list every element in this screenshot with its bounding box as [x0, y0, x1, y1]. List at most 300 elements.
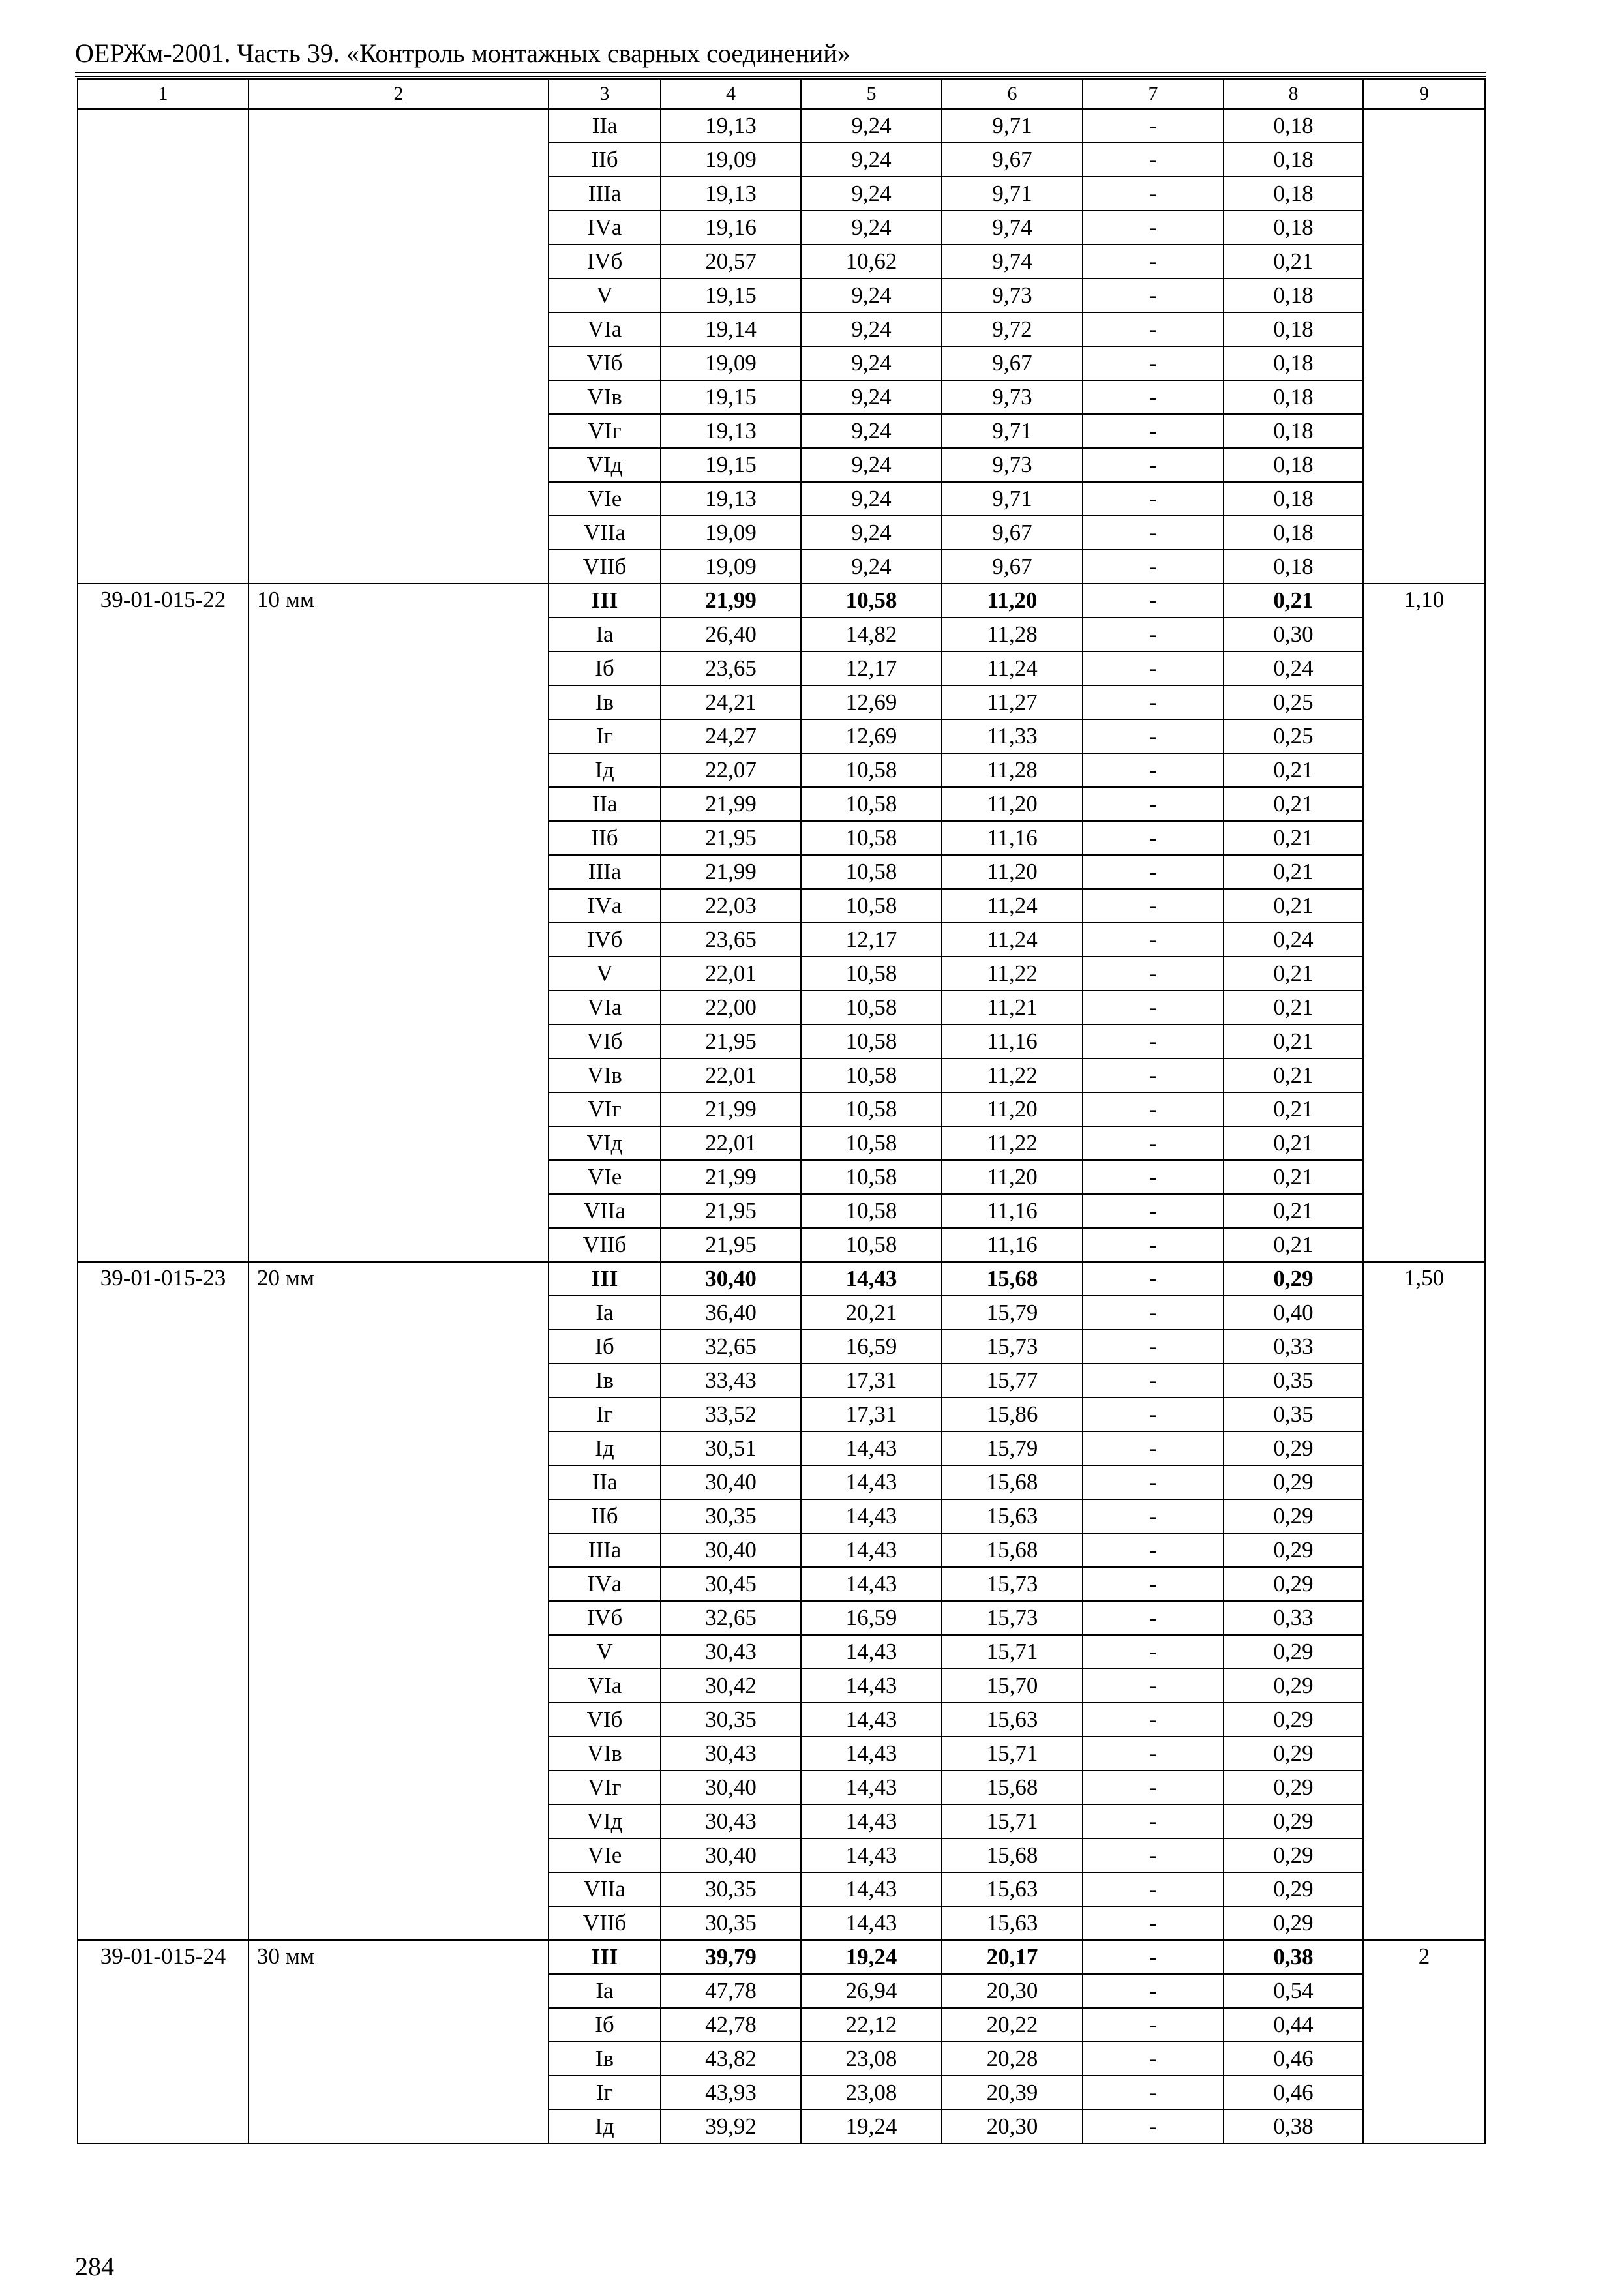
table-cell: 0,21	[1224, 957, 1363, 991]
table-cell: 15,79	[942, 1296, 1083, 1330]
table-cell: 24,21	[661, 685, 801, 719]
table-cell: 22,07	[661, 753, 801, 787]
table-cell: VIд	[549, 1804, 661, 1838]
table-cell: 0,29	[1224, 1431, 1363, 1465]
table-cell: 9,71	[942, 414, 1083, 448]
table-cell: 23,08	[801, 2076, 942, 2110]
table-cell: -	[1083, 584, 1224, 618]
table-cell: 0,29	[1224, 1669, 1363, 1703]
table-cell: 11,16	[942, 1194, 1083, 1228]
table-cell: -	[1083, 380, 1224, 414]
table-cell: 20,39	[942, 2076, 1083, 2110]
table-cell: -	[1083, 1872, 1224, 1906]
table-cell: 22,01	[661, 1126, 801, 1160]
table-cell: 19,15	[661, 278, 801, 312]
table-cell: 14,43	[801, 1635, 942, 1669]
table-cell: 14,82	[801, 618, 942, 651]
table-cell: V	[549, 278, 661, 312]
table-cell: -	[1083, 346, 1224, 380]
table-cell: -	[1083, 2110, 1224, 2144]
table-cell: 0,21	[1224, 753, 1363, 787]
table-cell: -	[1083, 1906, 1224, 1940]
table-cell: VIе	[549, 1160, 661, 1194]
table-cell: IIа	[549, 1465, 661, 1499]
table-cell: 11,24	[942, 651, 1083, 685]
table-cell: 30,40	[661, 1533, 801, 1567]
column-number: 6	[942, 79, 1083, 109]
table-cell: -	[1083, 1635, 1224, 1669]
table-cell: -	[1083, 855, 1224, 889]
table-cell: 39,79	[661, 1940, 801, 1974]
table-cell: 21,99	[661, 584, 801, 618]
table-cell: -	[1083, 1160, 1224, 1194]
table-cell: -	[1083, 1092, 1224, 1126]
table-cell: 10,58	[801, 821, 942, 855]
table-cell: 10,58	[801, 855, 942, 889]
table-cell: 21,99	[661, 787, 801, 821]
table-cell: -	[1083, 2042, 1224, 2076]
table-cell: -	[1083, 312, 1224, 346]
table-cell: 0,18	[1224, 550, 1363, 584]
table-cell: VIа	[549, 991, 661, 1025]
column-number: 7	[1083, 79, 1224, 109]
header-rule-top	[75, 72, 1486, 73]
table-cell: -	[1083, 1194, 1224, 1228]
table-cell: 11,22	[942, 957, 1083, 991]
table-cell: -	[1083, 1364, 1224, 1398]
table-cell: 0,35	[1224, 1398, 1363, 1431]
table-cell: 11,24	[942, 889, 1083, 923]
table-cell: 11,16	[942, 1025, 1083, 1058]
table-cell: 9,73	[942, 380, 1083, 414]
table-cell: IIб	[549, 821, 661, 855]
table-cell: 15,71	[942, 1737, 1083, 1771]
table-cell: 14,43	[801, 1567, 942, 1601]
table-cell: 11,20	[942, 584, 1083, 618]
table-cell: 0,21	[1224, 1160, 1363, 1194]
table-cell: 15,63	[942, 1499, 1083, 1533]
table-cell: 0,29	[1224, 1262, 1363, 1296]
table-cell: 23,65	[661, 923, 801, 957]
table-row	[78, 1940, 1485, 1974]
table-cell: 16,59	[801, 1330, 942, 1364]
table-cell: -	[1083, 719, 1224, 753]
table-cell: 26,40	[661, 618, 801, 651]
table-cell: Iг	[549, 2076, 661, 2110]
table-cell: -	[1083, 991, 1224, 1025]
table-row	[78, 584, 1485, 618]
table-cell: VIв	[549, 1058, 661, 1092]
table-cell: 0,29	[1224, 1737, 1363, 1771]
table-cell: 14,43	[801, 1737, 942, 1771]
table-cell: -	[1083, 278, 1224, 312]
table-cell: 11,27	[942, 685, 1083, 719]
table-cell: 30,51	[661, 1431, 801, 1465]
table-cell: 0,35	[1224, 1364, 1363, 1398]
table-cell: 10,58	[801, 1194, 942, 1228]
table-cell: -	[1083, 1533, 1224, 1567]
table-cell: 20,17	[942, 1940, 1083, 1974]
table-cell: 30,43	[661, 1737, 801, 1771]
table-cell: 19,13	[661, 177, 801, 211]
table-cell: 33,43	[661, 1364, 801, 1398]
table-cell: 0,38	[1224, 2110, 1363, 2144]
table-cell: 9,73	[942, 278, 1083, 312]
table-cell: 12,17	[801, 923, 942, 957]
table-cell: -	[1083, 143, 1224, 177]
table-cell: 0,18	[1224, 143, 1363, 177]
table-cell: 9,67	[942, 143, 1083, 177]
page-header-title: ОЕРЖм-2001. Часть 39. «Контроль монтажных сварных соединений»	[75, 38, 850, 68]
table-cell: VIв	[549, 380, 661, 414]
table-cell: 20,21	[801, 1296, 942, 1330]
table-cell: 15,73	[942, 1330, 1083, 1364]
rate-price: 2	[1363, 1940, 1485, 2144]
table-cell: 19,15	[661, 380, 801, 414]
table-cell: 11,20	[942, 1092, 1083, 1126]
table-cell: 0,29	[1224, 1804, 1363, 1838]
table-cell: 21,99	[661, 1160, 801, 1194]
table-cell: IIб	[549, 1499, 661, 1533]
table-cell: III	[549, 1262, 661, 1296]
table-cell: 9,24	[801, 346, 942, 380]
table-cell: -	[1083, 245, 1224, 278]
table-cell: 0,29	[1224, 1838, 1363, 1872]
table-cell: -	[1083, 448, 1224, 482]
table-cell: 24,27	[661, 719, 801, 753]
table-cell: 0,21	[1224, 1194, 1363, 1228]
table-cell: 36,40	[661, 1296, 801, 1330]
table-cell: 32,65	[661, 1601, 801, 1635]
table-cell: Iа	[549, 1296, 661, 1330]
table-cell: -	[1083, 109, 1224, 143]
table-cell: 21,95	[661, 1025, 801, 1058]
table-cell: 15,73	[942, 1601, 1083, 1635]
table-cell: 0,18	[1224, 211, 1363, 245]
table-cell: 0,29	[1224, 1906, 1363, 1940]
table-cell: -	[1083, 1465, 1224, 1499]
table-row	[78, 109, 1485, 143]
table-cell: 0,18	[1224, 414, 1363, 448]
table-cell: 15,68	[942, 1838, 1083, 1872]
table-cell: 10,58	[801, 584, 942, 618]
table-cell: 14,43	[801, 1771, 942, 1804]
table-cell: 11,20	[942, 855, 1083, 889]
table-cell: -	[1083, 1025, 1224, 1058]
table-cell: VIIа	[549, 1872, 661, 1906]
table-cell: III	[549, 1940, 661, 1974]
table-cell: 43,93	[661, 2076, 801, 2110]
table-cell: 19,13	[661, 414, 801, 448]
table-cell: 9,71	[942, 109, 1083, 143]
table-cell: -	[1083, 923, 1224, 957]
table-cell: 9,24	[801, 177, 942, 211]
table-cell: 19,09	[661, 143, 801, 177]
table-cell: 9,24	[801, 516, 942, 550]
table-cell: 0,29	[1224, 1635, 1363, 1669]
table-cell: -	[1083, 211, 1224, 245]
table-cell: 14,43	[801, 1465, 942, 1499]
table-cell: 26,94	[801, 1974, 942, 2008]
table-cell: 0,25	[1224, 685, 1363, 719]
table-cell: IIа	[549, 787, 661, 821]
table-cell: 19,13	[661, 482, 801, 516]
table-cell: 15,79	[942, 1431, 1083, 1465]
table-cell: 0,18	[1224, 448, 1363, 482]
table-cell: 14,43	[801, 1262, 942, 1296]
table-cell: 0,18	[1224, 109, 1363, 143]
table-cell: 0,18	[1224, 312, 1363, 346]
table-cell: IVа	[549, 211, 661, 245]
table-cell: -	[1083, 753, 1224, 787]
table-cell: 0,18	[1224, 278, 1363, 312]
page-number: 284	[75, 2252, 114, 2281]
rate-code	[78, 109, 248, 584]
table-cell: -	[1083, 1228, 1224, 1262]
rate-price	[1363, 109, 1485, 584]
table-cell: 9,74	[942, 211, 1083, 245]
table-cell: Iд	[549, 1431, 661, 1465]
table-cell: 12,69	[801, 685, 942, 719]
table-cell: 19,09	[661, 346, 801, 380]
table-cell: 0,21	[1224, 584, 1363, 618]
table-cell: 16,59	[801, 1601, 942, 1635]
table-cell: -	[1083, 2076, 1224, 2110]
table-cell: 22,00	[661, 991, 801, 1025]
table-cell: 20,30	[942, 1974, 1083, 2008]
table-cell: 0,25	[1224, 719, 1363, 753]
table-cell: 9,74	[942, 245, 1083, 278]
table-cell: VIг	[549, 1092, 661, 1126]
table-cell: Iв	[549, 1364, 661, 1398]
table-cell: Iг	[549, 1398, 661, 1431]
table-cell: VIе	[549, 1838, 661, 1872]
table-cell: 22,01	[661, 1058, 801, 1092]
table-cell: IIIа	[549, 177, 661, 211]
table-cell: VIг	[549, 1771, 661, 1804]
table-cell: Iд	[549, 753, 661, 787]
table-cell: -	[1083, 1330, 1224, 1364]
table-cell: 15,68	[942, 1465, 1083, 1499]
table-cell: -	[1083, 516, 1224, 550]
table-cell: 0,21	[1224, 991, 1363, 1025]
table-cell: 0,44	[1224, 2008, 1363, 2042]
table-cell: 22,01	[661, 957, 801, 991]
table-cell: 9,67	[942, 516, 1083, 550]
table-cell: 0,40	[1224, 1296, 1363, 1330]
table-cell: 15,63	[942, 1703, 1083, 1737]
table-cell: 14,43	[801, 1499, 942, 1533]
table-cell: 0,21	[1224, 1228, 1363, 1262]
table-cell: 30,35	[661, 1499, 801, 1533]
table-cell: 30,35	[661, 1703, 801, 1737]
table-cell: IVб	[549, 245, 661, 278]
table-cell: 15,71	[942, 1804, 1083, 1838]
table-body	[78, 79, 1485, 2144]
table-cell: VIг	[549, 414, 661, 448]
table-cell: VIа	[549, 1669, 661, 1703]
table-cell: 30,40	[661, 1465, 801, 1499]
table-cell: 0,21	[1224, 787, 1363, 821]
column-number: 2	[248, 79, 549, 109]
rate-name: 20 мм	[248, 1262, 549, 1940]
table-cell: 9,24	[801, 380, 942, 414]
column-number-row	[78, 79, 1485, 109]
rate-name: 30 мм	[248, 1940, 549, 2144]
table-cell: 9,72	[942, 312, 1083, 346]
table-cell: 19,09	[661, 516, 801, 550]
table-cell: 9,71	[942, 482, 1083, 516]
table-cell: 20,22	[942, 2008, 1083, 2042]
table-cell: 22,12	[801, 2008, 942, 2042]
table-cell: 10,58	[801, 957, 942, 991]
table-cell: 10,58	[801, 991, 942, 1025]
table-cell: 11,21	[942, 991, 1083, 1025]
table-cell: 12,17	[801, 651, 942, 685]
rate-price: 1,50	[1363, 1262, 1485, 1940]
table-cell: V	[549, 957, 661, 991]
table-cell: IIа	[549, 109, 661, 143]
table-cell: -	[1083, 1838, 1224, 1872]
table-cell: 19,09	[661, 550, 801, 584]
table-cell: 0,33	[1224, 1601, 1363, 1635]
table-cell: 0,21	[1224, 821, 1363, 855]
table-cell: 14,43	[801, 1703, 942, 1737]
table-cell: 14,43	[801, 1533, 942, 1567]
table-cell: 32,65	[661, 1330, 801, 1364]
table-cell: VIе	[549, 482, 661, 516]
table-cell: VIа	[549, 312, 661, 346]
table-cell: -	[1083, 550, 1224, 584]
table-cell: VIд	[549, 1126, 661, 1160]
table-cell: 21,99	[661, 855, 801, 889]
table-cell: IIб	[549, 143, 661, 177]
table-cell: -	[1083, 1296, 1224, 1330]
rate-code: 39-01-015-24	[78, 1940, 248, 2144]
table-cell: -	[1083, 482, 1224, 516]
table-cell: -	[1083, 1737, 1224, 1771]
table-cell: 0,18	[1224, 516, 1363, 550]
table-cell: -	[1083, 618, 1224, 651]
table-cell: 43,82	[661, 2042, 801, 2076]
table-cell: 11,16	[942, 821, 1083, 855]
table-cell: 9,24	[801, 448, 942, 482]
table-cell: 0,21	[1224, 1126, 1363, 1160]
table-cell: 0,21	[1224, 889, 1363, 923]
header-rule-bottom	[75, 76, 1486, 77]
table-cell: 11,28	[942, 753, 1083, 787]
table-cell: VIIб	[549, 550, 661, 584]
table-cell: 11,20	[942, 787, 1083, 821]
table-cell: III	[549, 584, 661, 618]
table-cell: IVа	[549, 889, 661, 923]
table-cell: 19,14	[661, 312, 801, 346]
table-cell: 42,78	[661, 2008, 801, 2042]
table-cell: 30,35	[661, 1906, 801, 1940]
table-cell: 30,45	[661, 1567, 801, 1601]
table-cell: 23,08	[801, 2042, 942, 2076]
table-cell: -	[1083, 1703, 1224, 1737]
table-cell: 9,24	[801, 278, 942, 312]
table-cell: 15,77	[942, 1364, 1083, 1398]
table-cell: 15,63	[942, 1872, 1083, 1906]
table-cell: 12,69	[801, 719, 942, 753]
table-cell: IIIа	[549, 855, 661, 889]
rate-code: 39-01-015-22	[78, 584, 248, 1262]
table-cell: 0,46	[1224, 2076, 1363, 2110]
table-cell: 0,29	[1224, 1703, 1363, 1737]
table-cell: 15,68	[942, 1533, 1083, 1567]
table-cell: 10,58	[801, 1092, 942, 1126]
table-cell: -	[1083, 651, 1224, 685]
table-cell: VIIа	[549, 1194, 661, 1228]
table-cell: IVб	[549, 1601, 661, 1635]
table-cell: 10,58	[801, 1228, 942, 1262]
table-cell: -	[1083, 2008, 1224, 2042]
table-cell: -	[1083, 1601, 1224, 1635]
table-cell: 30,40	[661, 1771, 801, 1804]
table-cell: 14,43	[801, 1906, 942, 1940]
table-cell: -	[1083, 957, 1224, 991]
table-cell: 20,57	[661, 245, 801, 278]
table-cell: 0,29	[1224, 1499, 1363, 1533]
table-cell: 30,40	[661, 1838, 801, 1872]
column-number: 5	[801, 79, 942, 109]
table-cell: -	[1083, 1567, 1224, 1601]
table-cell: 15,68	[942, 1771, 1083, 1804]
table-cell: VIIб	[549, 1906, 661, 1940]
table-cell: Iб	[549, 2008, 661, 2042]
table-cell: -	[1083, 414, 1224, 448]
table-cell: 33,52	[661, 1398, 801, 1431]
table-cell: -	[1083, 685, 1224, 719]
table-cell: VIб	[549, 346, 661, 380]
table-cell: -	[1083, 1669, 1224, 1703]
table-cell: 11,24	[942, 923, 1083, 957]
table-cell: -	[1083, 1126, 1224, 1160]
table-cell: 10,62	[801, 245, 942, 278]
table-cell: 14,43	[801, 1431, 942, 1465]
rate-code: 39-01-015-23	[78, 1262, 248, 1940]
column-number: 3	[549, 79, 661, 109]
table-cell: V	[549, 1635, 661, 1669]
table-cell: 30,42	[661, 1669, 801, 1703]
table-cell: 14,43	[801, 1872, 942, 1906]
table-cell: 9,73	[942, 448, 1083, 482]
table-cell: 10,58	[801, 1126, 942, 1160]
table-cell: -	[1083, 1804, 1224, 1838]
table-cell: 0,29	[1224, 1567, 1363, 1601]
table-cell: 23,65	[661, 651, 801, 685]
column-number: 9	[1363, 79, 1485, 109]
table-cell: 14,43	[801, 1804, 942, 1838]
rate-price: 1,10	[1363, 584, 1485, 1262]
table-cell: IVа	[549, 1567, 661, 1601]
column-number: 1	[78, 79, 248, 109]
table-cell: 14,43	[801, 1838, 942, 1872]
table-cell: 19,24	[801, 2110, 942, 2144]
table-cell: 47,78	[661, 1974, 801, 2008]
table-cell: 0,46	[1224, 2042, 1363, 2076]
table-cell: VIд	[549, 448, 661, 482]
table-cell: 0,18	[1224, 380, 1363, 414]
table-cell: 0,21	[1224, 1058, 1363, 1092]
table-cell: 0,21	[1224, 855, 1363, 889]
table-cell: 19,15	[661, 448, 801, 482]
table-cell: 10,58	[801, 1025, 942, 1058]
table-cell: 9,24	[801, 143, 942, 177]
table-cell: 0,18	[1224, 482, 1363, 516]
